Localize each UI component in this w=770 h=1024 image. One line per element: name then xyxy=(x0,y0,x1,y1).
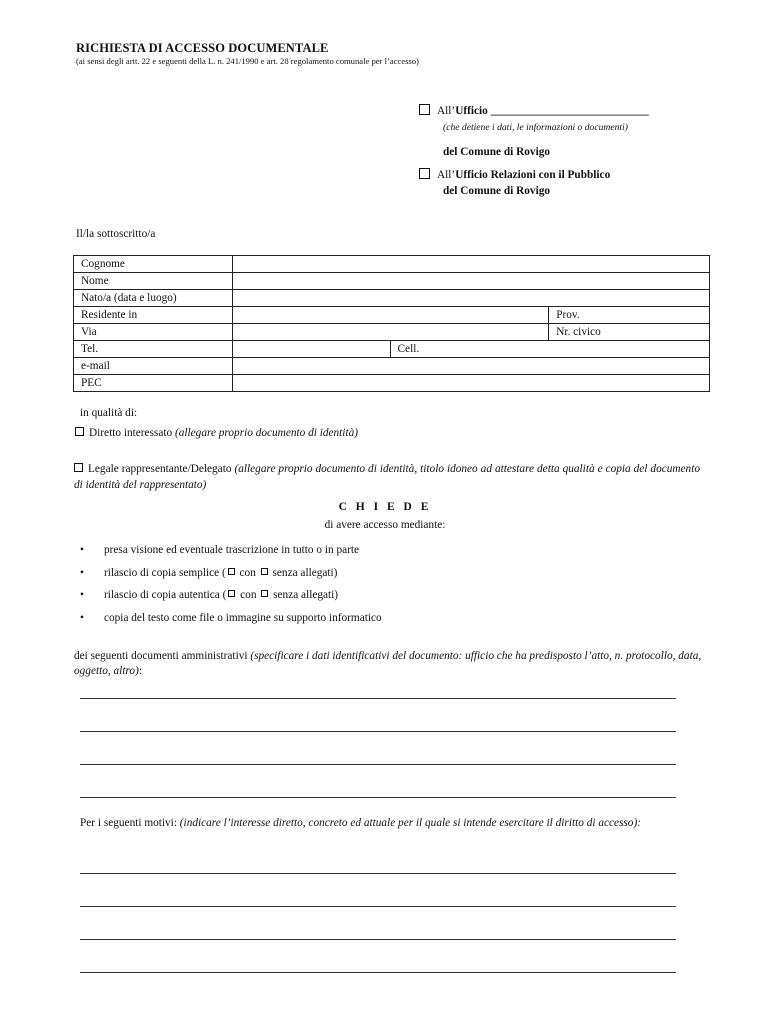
documents-line-4[interactable] xyxy=(80,797,676,798)
diretto-checkbox[interactable] xyxy=(75,427,84,436)
table-row xyxy=(74,307,710,324)
table-row xyxy=(74,375,710,392)
access-modes-list xyxy=(80,539,382,629)
list-item[interactable] xyxy=(80,584,382,607)
cell-field[interactable]: Cell. xyxy=(390,341,709,358)
motivi-intro-text: Per i seguenti motivi: xyxy=(80,817,177,829)
table-row xyxy=(74,358,710,375)
table-row xyxy=(74,341,710,358)
civico-field[interactable]: Nr. civico xyxy=(549,324,710,341)
table-row xyxy=(74,256,710,273)
delegato-note: (allegare proprio documento di identità, titolo idoneo ad attestare detta qualità e copia del documento di identità del rappresentato) xyxy=(74,463,700,491)
list-item[interactable] xyxy=(80,607,382,630)
qualita-label: in qualità di: xyxy=(80,407,138,419)
recipient-office-label: Ufficio ____________________________ xyxy=(455,105,649,117)
prov-field[interactable]: Prov. xyxy=(549,307,710,324)
documents-intro-text: dei seguenti documenti amministrativi xyxy=(74,650,248,662)
documents-intro xyxy=(74,649,704,679)
motivi-line-3[interactable] xyxy=(80,939,676,940)
recipient-office-checkbox[interactable] xyxy=(419,104,430,115)
autentica-senza-label: senza allegati) xyxy=(273,589,339,601)
form-title: RICHIESTA DI ACCESSO DOCUMENTALE xyxy=(76,41,329,55)
documents-note: (specificare i dati identificativi del documento: ufficio che ha predisposto l’atto, n. protocollo, data, oggetto, altro) xyxy=(74,650,702,677)
recipient-office-prefix: All’ xyxy=(437,105,456,117)
table-row xyxy=(74,324,710,341)
recipient-office xyxy=(419,104,649,117)
residenza-field[interactable] xyxy=(232,307,548,324)
chiede-heading: C H I E D E xyxy=(338,501,432,513)
tel-label: Tel. xyxy=(74,341,233,358)
semplice-con-checkbox[interactable] xyxy=(228,568,235,575)
documents-suffix: : xyxy=(138,665,142,677)
table-row xyxy=(74,290,710,307)
motivi-line-4[interactable] xyxy=(80,972,676,973)
nome-field[interactable] xyxy=(232,273,709,290)
motivi-line-1[interactable] xyxy=(80,873,676,874)
semplice-senza-label: senza allegati) xyxy=(272,566,338,579)
recipient-urp-comune: del Comune di Rovigo xyxy=(443,185,551,197)
mode-copia-autentica: rilascio di copia autentica ( xyxy=(104,589,227,601)
semplice-con-label: con xyxy=(239,566,256,579)
semplice-senza-checkbox[interactable] xyxy=(261,568,268,575)
nome-label: Nome xyxy=(74,273,233,290)
recipient-office-comune: del Comune di Rovigo xyxy=(443,146,551,158)
motivi-intro xyxy=(80,816,700,831)
bullet: • xyxy=(80,544,84,556)
nascita-field[interactable] xyxy=(232,290,709,307)
applicant-table xyxy=(73,255,710,392)
cognome-label: Cognome xyxy=(74,256,233,273)
recipient-urp-label: Ufficio Relazioni con il Pubblico xyxy=(455,169,611,181)
motivi-line-2[interactable] xyxy=(80,906,676,907)
table-row xyxy=(74,273,710,290)
pec-field[interactable] xyxy=(232,375,709,392)
list-item[interactable] xyxy=(80,562,382,585)
applicant-intro: Il/la sottoscritto/a xyxy=(76,228,156,240)
via-field[interactable] xyxy=(232,324,548,341)
bullet: • xyxy=(80,589,84,601)
mode-file: copia del testo come file o immagine su supporto informatico xyxy=(104,611,382,624)
cognome-field[interactable] xyxy=(232,256,709,273)
via-label: Via xyxy=(74,324,233,341)
recipient-urp-checkbox[interactable] xyxy=(419,168,430,179)
documents-line-3[interactable] xyxy=(80,764,676,765)
list-item[interactable] xyxy=(80,539,382,562)
email-field[interactable] xyxy=(232,358,709,375)
form-subtitle: (ai sensi degli artt. 22 e seguenti della L. n. 241/1990 e art. 28 regolamento comunale per l’accesso) xyxy=(76,56,419,66)
qualita-option-diretto xyxy=(75,427,358,439)
delegato-checkbox[interactable] xyxy=(74,463,83,472)
recipient-urp xyxy=(419,168,610,181)
motivi-note: (indicare l’interesse diretto, concreto ed attuale per il quale si intende esercitare il diritto di accesso): xyxy=(179,817,641,829)
mode-visione: presa visione ed eventuale trascrizione in tutto o in parte xyxy=(104,544,360,556)
autentica-con-checkbox[interactable] xyxy=(228,590,235,597)
documents-line-1[interactable] xyxy=(80,698,676,699)
tel-field[interactable] xyxy=(232,341,390,358)
diretto-text: Diretto interessato xyxy=(89,427,173,439)
bullet: • xyxy=(80,611,84,624)
autentica-senza-checkbox[interactable] xyxy=(261,590,268,597)
email-label: e-mail xyxy=(74,358,233,375)
qualita-option-delegato xyxy=(74,461,700,493)
recipient-urp-prefix: All’ xyxy=(437,169,456,181)
diretto-note: (allegare proprio documento di identità) xyxy=(174,427,358,439)
bullet: • xyxy=(80,566,84,579)
recipient-office-note: (che detiene i dati, le informazioni o documenti) xyxy=(443,122,628,133)
pec-label: PEC xyxy=(74,375,233,392)
autentica-con-label: con xyxy=(240,589,257,601)
residenza-label: Residente in xyxy=(74,307,233,324)
chiede-subtitle: di avere accesso mediante: xyxy=(324,519,446,531)
documents-line-2[interactable] xyxy=(80,731,676,732)
delegato-text: Legale rappresentante/Delegato xyxy=(88,463,232,475)
nascita-label: Nato/a (data e luogo) xyxy=(74,290,233,307)
mode-copia-semplice: rilascio di copia semplice ( xyxy=(104,566,226,579)
